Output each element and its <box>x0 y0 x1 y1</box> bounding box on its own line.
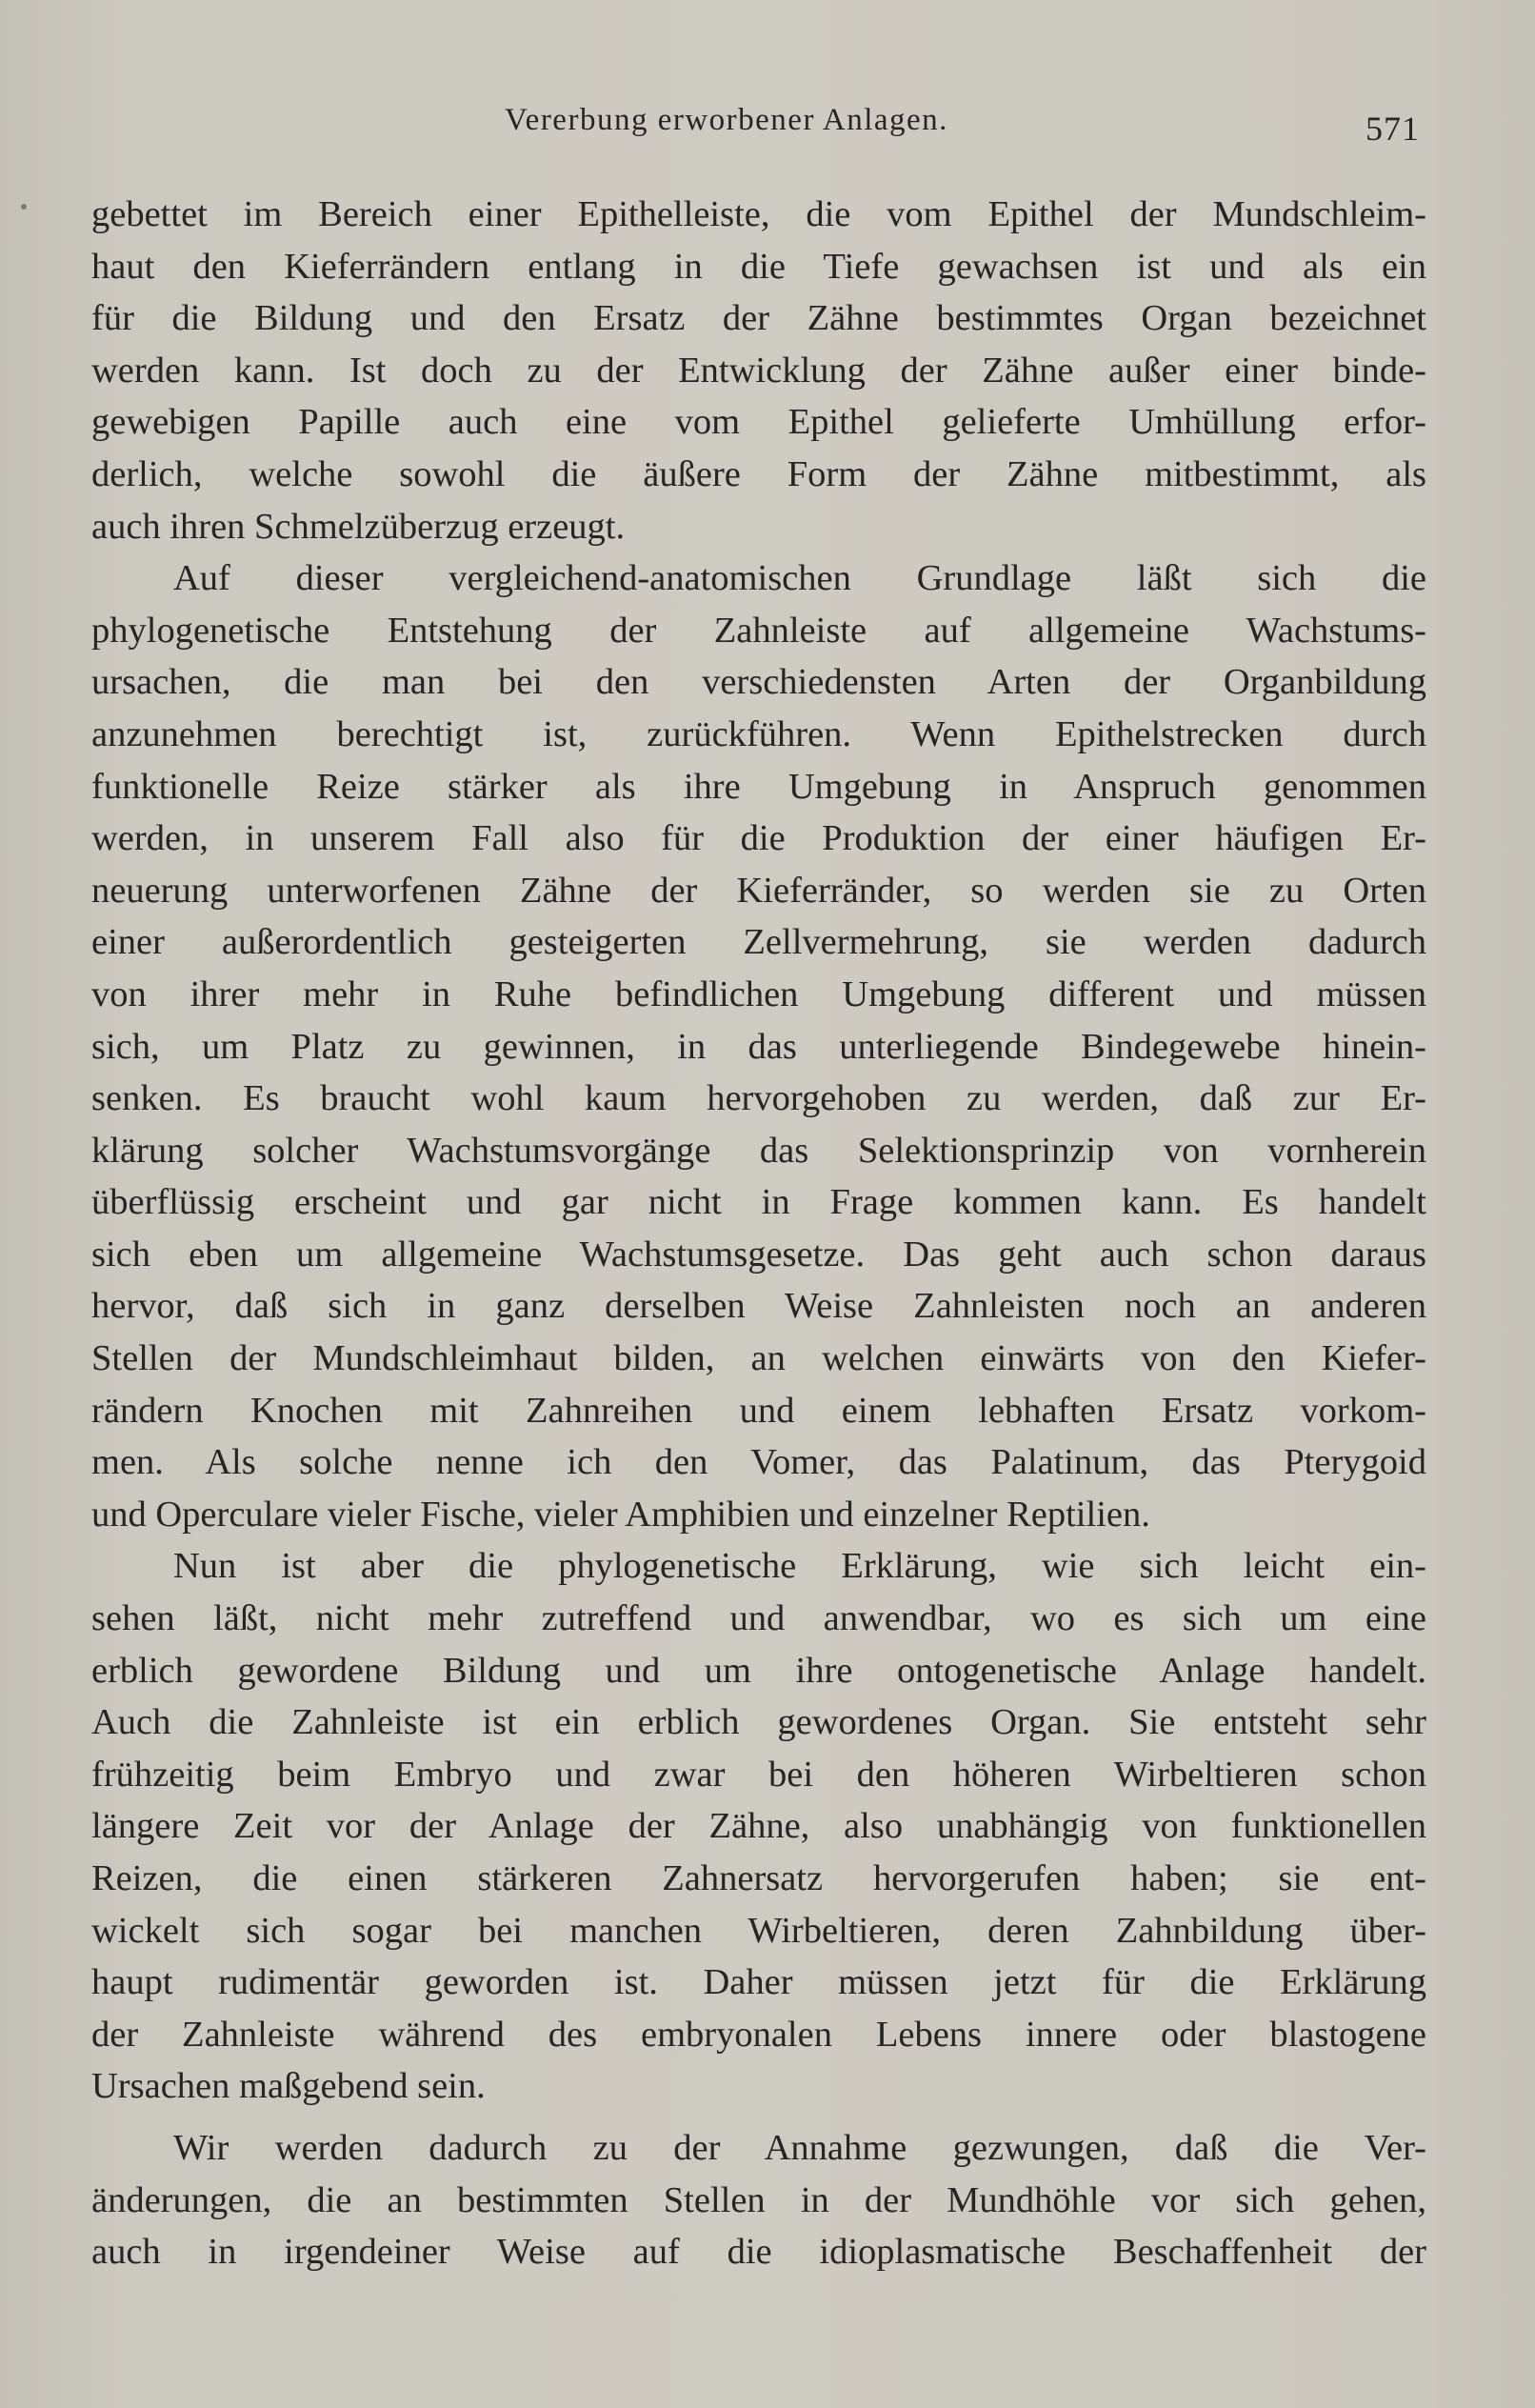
text-line: erblich gewordene Bildung und um ihre ontogenetische Anlage handelt. <box>91 1650 1426 1691</box>
text-line: Nun ist aber die phylogenetische Erklärung, wie sich leicht ein- <box>173 1546 1426 1587</box>
margin-speck <box>21 204 27 210</box>
text-line: Stellen der Mundschleimhaut bilden, an welchen einwärts von den Kiefer- <box>91 1338 1426 1379</box>
text-line: längere Zeit vor der Anlage der Zähne, also unabhängig von funktionellen <box>91 1806 1426 1847</box>
text-line: rändern Knochen mit Zahnreihen und einem lebhaften Ersatz vorkom- <box>91 1390 1426 1431</box>
text-line: Reizen, die einen stärkeren Zahnersatz hervorgerufen haben; sie ent- <box>91 1858 1426 1898</box>
text-line: änderungen, die an bestimmten Stellen in der Mundhöhle vor sich gehen, <box>91 2179 1426 2220</box>
paragraph-gap <box>91 2113 1426 2122</box>
text-line: haut den Kieferrändern entlang in die Tiefe gewachsen ist und als ein <box>91 246 1426 287</box>
text-line: sich, um Platz zu gewinnen, in das unterliegende Bindegewebe hinein- <box>91 1026 1426 1067</box>
text-line: senken. Es braucht wohl kaum hervorgehoben zu werden, daß zur Er- <box>91 1078 1426 1119</box>
text-line: men. Als solche nenne ich den Vomer, das Palatinum, das Pterygoid <box>91 1442 1426 1483</box>
text-line: Ursachen maßgebend sein. <box>91 2066 486 2107</box>
text-line: wickelt sich sogar bei manchen Wirbeltieren, deren Zahnbildung über- <box>91 1910 1426 1951</box>
text-line: werden kann. Ist doch zu der Entwicklung der Zähne außer einer binde- <box>91 350 1426 391</box>
text-line: für die Bildung und den Ersatz der Zähne bestimmtes Organ bezeichnet <box>91 298 1426 339</box>
text-line: sich eben um allgemeine Wachstumsgesetze. Das geht auch schon daraus <box>91 1234 1426 1274</box>
text-line: und Operculare vieler Fische, vieler Amphibien und einzelner Reptilien. <box>91 1494 1150 1535</box>
text-line: überflüssig erscheint und gar nicht in Frage kommen kann. Es handelt <box>91 1182 1426 1223</box>
body-text <box>91 189 1426 2278</box>
paragraph <box>91 189 1426 552</box>
text-line: phylogenetische Entstehung der Zahnleiste auf allgemeine Wachstums- <box>91 610 1426 651</box>
paragraph <box>91 2122 1426 2278</box>
text-line: funktionelle Reize stärker als ihre Umgebung in Anspruch genommen <box>91 766 1426 807</box>
paragraph <box>91 552 1426 1540</box>
text-line: auch ihren Schmelzüberzug erzeugt. <box>91 506 626 547</box>
running-header <box>0 103 1535 150</box>
text-line: neuerung unterworfenen Zähne der Kieferränder, so werden sie zu Orten <box>91 870 1426 911</box>
text-line: Auf dieser vergleichend-anatomischen Grundlage läßt sich die <box>173 558 1426 599</box>
text-line: derlich, welche sowohl die äußere Form der Zähne mitbestimmt, als <box>91 453 1426 494</box>
text-line: anzunehmen berechtigt ist, zurückführen. Wenn Epithelstrecken durch <box>91 713 1426 754</box>
text-line: auch in irgendeiner Weise auf die idioplasmatische Beschaffenheit der <box>91 2232 1426 2273</box>
text-line: frühzeitig beim Embryo und zwar bei den höheren Wirbeltieren schon <box>91 1754 1426 1795</box>
text-line: haupt rudimentär geworden ist. Daher müssen jetzt für die Erklärung <box>91 1962 1426 2003</box>
text-line: klärung solcher Wachstumsvorgänge das Selektionsprinzip von vornherein <box>91 1130 1426 1171</box>
text-line: werden, in unserem Fall also für die Produktion der einer häufigen Er- <box>91 818 1426 859</box>
text-line: ursachen, die man bei den verschiedensten Arten der Organbildung <box>91 662 1426 703</box>
text-line: Wir werden dadurch zu der Annahme gezwungen, daß die Ver- <box>173 2127 1426 2168</box>
text-line: sehen läßt, nicht mehr zutreffend und anwendbar, wo es sich um eine <box>91 1598 1426 1639</box>
text-line: der Zahnleiste während des embryonalen Lebens innere oder blastogene <box>91 2014 1426 2055</box>
text-line: gebettet im Bereich einer Epithelleiste, die vom Epithel der Mundschleim- <box>91 194 1426 234</box>
text-line: hervor, daß sich in ganz derselben Weise Zahnleisten noch an anderen <box>91 1286 1426 1327</box>
running-title: Vererbung erworbener Anlagen. <box>505 103 948 137</box>
text-line: gewebigen Papille auch eine vom Epithel gelieferte Umhüllung erfor- <box>91 402 1426 443</box>
text-line: von ihrer mehr in Ruhe befindlichen Umgebung different und müssen <box>91 973 1426 1014</box>
text-line: Auch die Zahnleiste ist ein erblich gewordenes Organ. Sie entsteht sehr <box>91 1702 1426 1743</box>
paragraph <box>91 1540 1426 2113</box>
text-line: einer außerordentlich gesteigerten Zellvermehrung, sie werden dadurch <box>91 922 1426 963</box>
page-number: 571 <box>1366 110 1420 148</box>
